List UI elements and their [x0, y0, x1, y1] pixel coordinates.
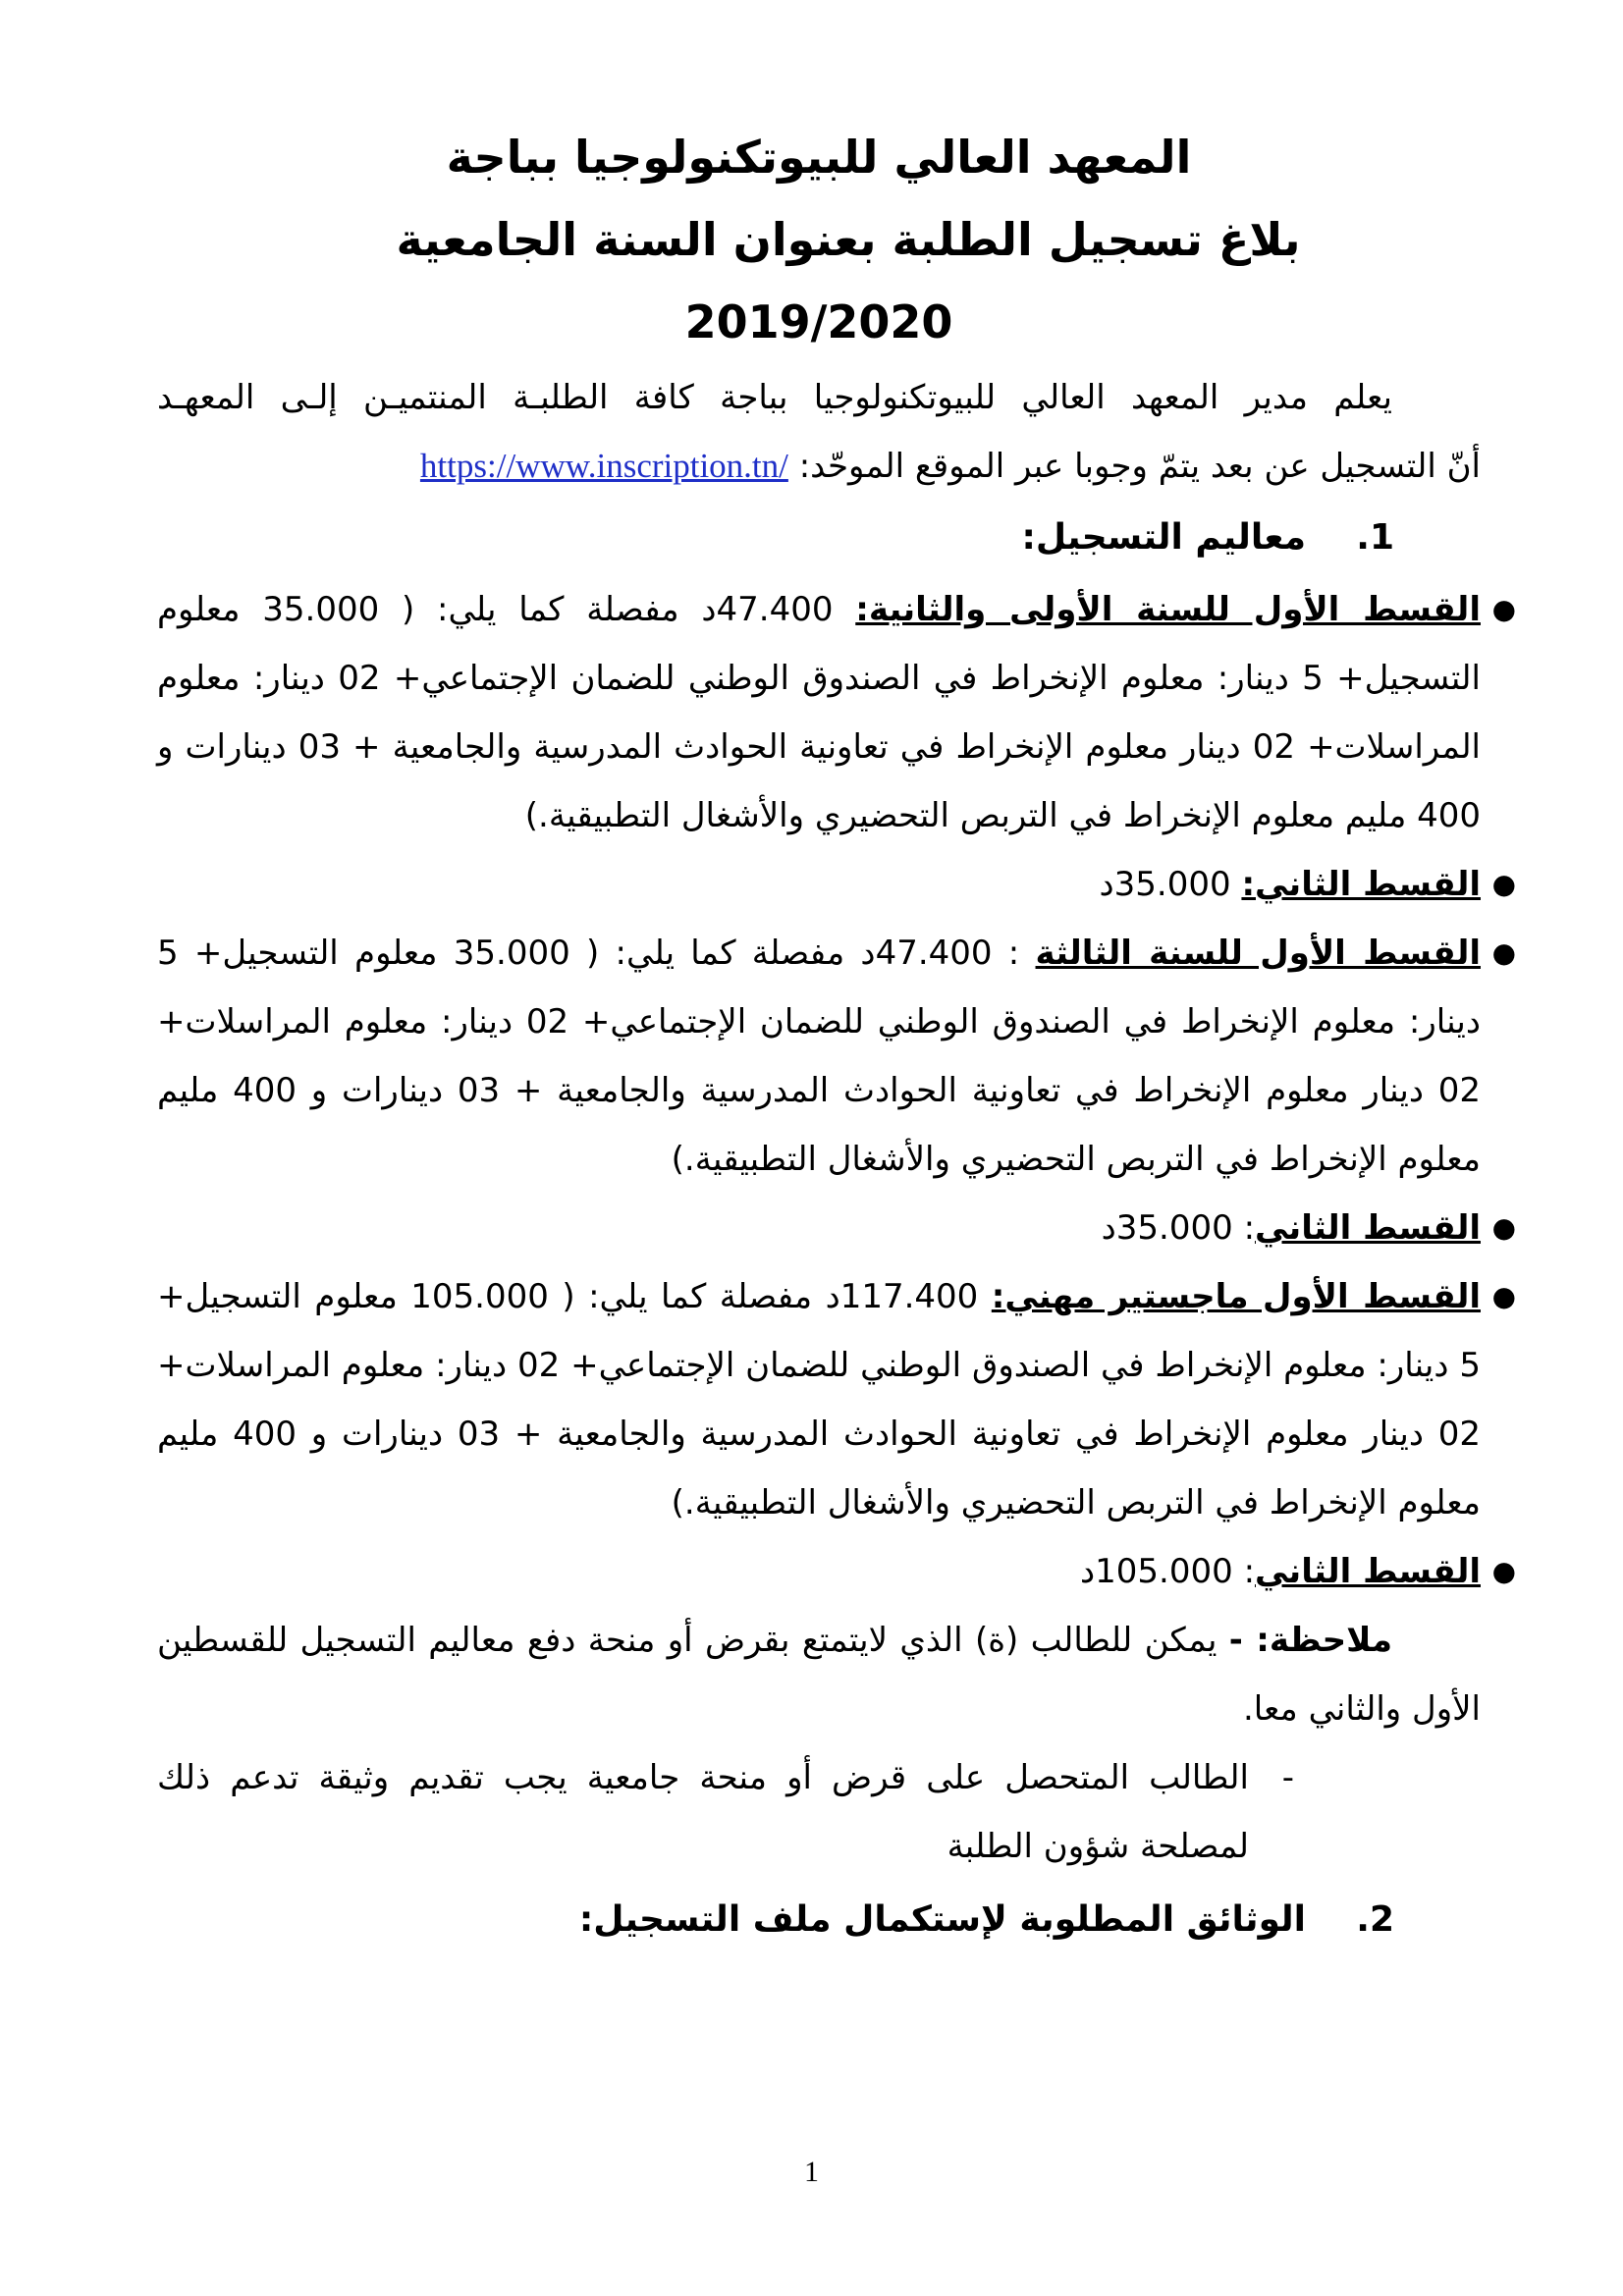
fee-item-master-first	[157, 1262, 1516, 1537]
document-body	[157, 116, 1516, 1957]
page-number: 1	[804, 2156, 819, 2188]
bullet-icon: ●	[1491, 936, 1516, 969]
fees-list	[157, 575, 1516, 1606]
fee-label: القسط الثاني:	[1241, 865, 1481, 904]
fee-item-master-second	[157, 1537, 1516, 1606]
note-text: يمكن للطالب (ة) الذي لايتمتع بقرض أو منحة دفع معاليم التسجيل للقسطين الأول والثاني معا.	[157, 1621, 1481, 1729]
fee-text: 35.000د	[1099, 865, 1242, 904]
bullet-icon: ●	[1491, 1555, 1516, 1587]
fee-label: القسط الأول للسنة الثالثة	[1035, 934, 1481, 973]
fee-text: 47.400د مفصلة كما يلي: ( 35.000 معلوم التسجيل+ 5 دينار: معلوم الإنخراط في الصندوق الوطني للضمان الإجتماعي+ 02 دينار: معلوم المراسلات+ 02 دينار معلوم الإنخراط في تعاونية الحوادث المدرسية والجامعية + 03 دينارات و 400 مليم معلوم الإنخراط في التربص التحضيري والأشغال التطبيقية.)	[157, 590, 1482, 835]
scholarship-note	[157, 1743, 1481, 1881]
fee-item-year1-2-first	[157, 575, 1516, 850]
note-label: ملاحظة: -	[1228, 1621, 1392, 1660]
intro-line-2-text: أنّ التسجيل عن بعد يتمّ وجوبا عبر الموقع الموحّد:	[798, 447, 1481, 486]
fee-label: القسط الأول ماجستير مهني:	[991, 1277, 1481, 1316]
bullet-icon: ●	[1491, 593, 1516, 625]
bullet-icon: ●	[1491, 1280, 1516, 1312]
fee-item-year1-2-second	[157, 850, 1516, 919]
fee-text: : 35.000د	[1101, 1208, 1256, 1248]
note-paragraph	[157, 1606, 1481, 1743]
fee-label: القسط الثاني	[1255, 1552, 1481, 1591]
fee-item-year3-first	[157, 919, 1516, 1194]
fee-label: القسط الأول للسنة الأولى والثانية:	[855, 590, 1481, 629]
intro-line-2	[157, 432, 1481, 501]
section-2-heading	[157, 1883, 1481, 1957]
section-2-number: 2.	[1356, 1899, 1394, 1940]
section-2-title: الوثائق المطلوبة لإستكمال ملف التسجيل:	[578, 1899, 1306, 1940]
scholarship-note-text: الطالب المتحصل على قرض أو منحة جامعية يجب تقديم وثيقة تدعم ذلك لمصلحة شؤون الطلبة	[157, 1758, 1249, 1866]
bullet-icon: ●	[1491, 1211, 1516, 1244]
dash-marker: -	[1281, 1758, 1294, 1797]
institute-name: المعهد العالي للبيوتكنولوجيا بباجة	[446, 131, 1192, 184]
fee-text: : 47.400د مفصلة كما يلي: ( 35.000 معلوم التسجيل+ 5 دينار: معلوم الإنخراط في الصندوق الوطني للضمان الإجتماعي+ 02 دينار: معلوم المراسلات+ 02 دينار معلوم الإنخراط في تعاونية الحوادث المدرسية والجامعية + 03 دينارات و 400 مليم معلوم الإنخراط في التربص التحضيري والأشغال التطبيقية.)	[157, 934, 1482, 1179]
academic-year: 2019/2020	[684, 295, 953, 348]
fee-text: : 105.000د	[1080, 1552, 1256, 1591]
fee-item-year3-second	[157, 1194, 1516, 1262]
section-1-title: معاليم التسجيل:	[1021, 517, 1306, 558]
registration-site-link[interactable]: https://www.inscription.tn/	[419, 447, 788, 485]
bullet-icon: ●	[1491, 868, 1516, 900]
fee-text: 117.400د مفصلة كما يلي: ( 105.000 معلوم التسجيل+ 5 دينار: معلوم الإنخراط في الصندوق الوطني للضمان الإجتماعي+ 02 دينار: معلوم المراسلات+ 02 دينار معلوم الإنخراط في تعاونية الحوادث المدرسية والجامعية + 03 دينارات و 400 مليم معلوم الإنخراط في التربص التحضيري والأشغال التطبيقية.)	[157, 1277, 1482, 1522]
notice-title: بلاغ تسجيل الطلبة بعنوان السنة الجامعية	[396, 213, 1301, 266]
intro-line-1: يعلم مدير المعهد العالي للبيوتكنولوجيا بباجة كافة الطلبـة المنتميـن إلـى المعهـد	[157, 378, 1392, 417]
section-1-heading	[157, 501, 1481, 575]
section-1-number: 1.	[1356, 517, 1394, 558]
fee-label: القسط الثاني	[1255, 1208, 1481, 1248]
